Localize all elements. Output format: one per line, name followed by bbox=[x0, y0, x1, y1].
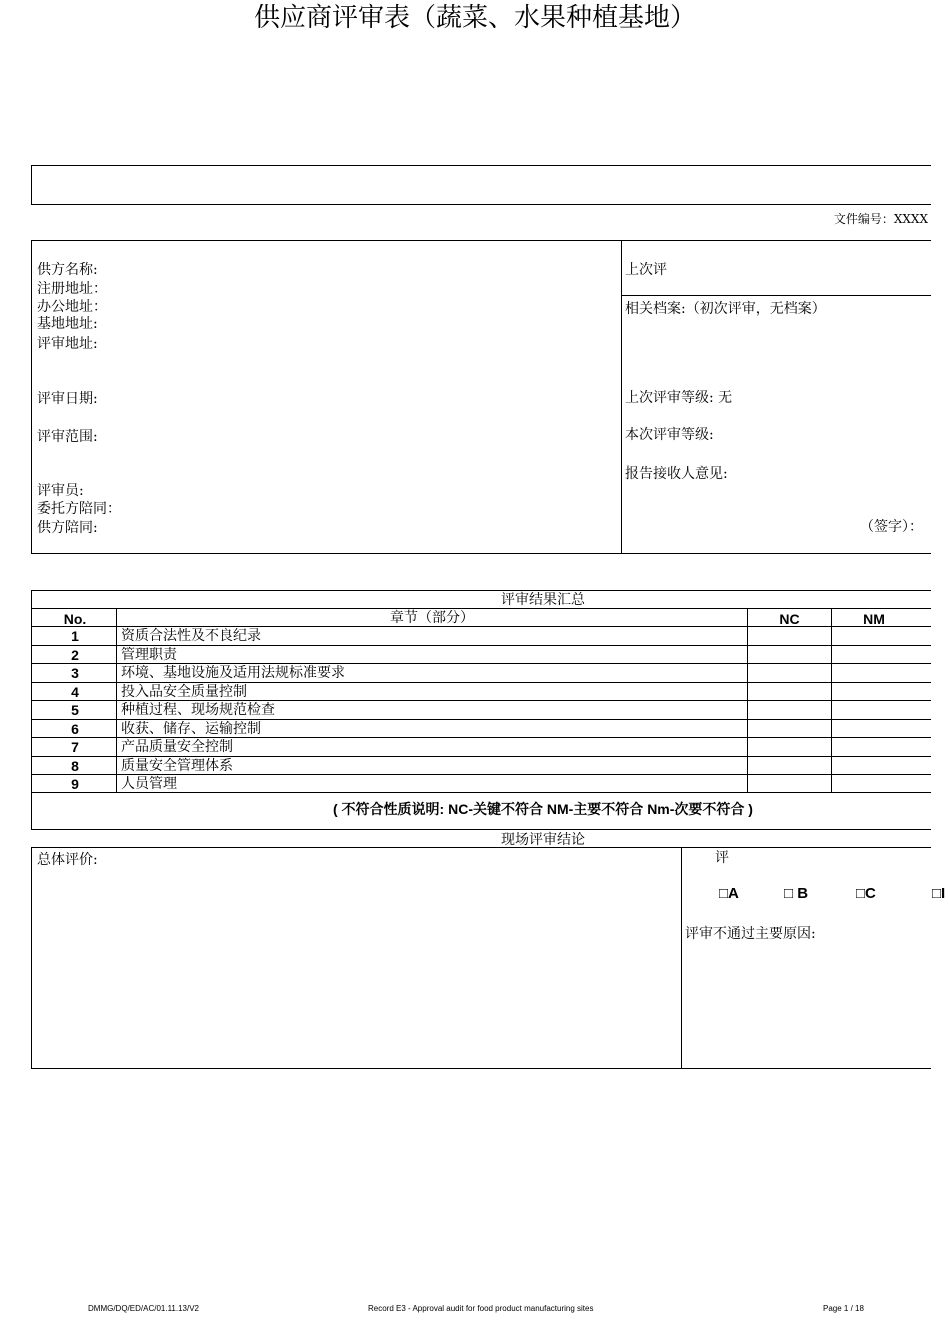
audit-scope-field: 评审范围: bbox=[37, 429, 98, 445]
info-section bbox=[31, 240, 931, 554]
row-number: 1 bbox=[71, 628, 79, 644]
page-title: 供应商评审表（蔬菜、水果种植基地） bbox=[253, 3, 696, 33]
supplier-escort-field: 供方陪同: bbox=[37, 520, 98, 536]
header-no: No. bbox=[63, 611, 87, 627]
row-number: 9 bbox=[71, 776, 79, 792]
title-frame bbox=[31, 165, 931, 205]
conclusion-section bbox=[31, 847, 931, 1069]
row-chapter: 收获、储存、运输控制 bbox=[121, 721, 261, 737]
info-divider bbox=[621, 240, 622, 554]
last-grade-field: 上次评审等级: 无 bbox=[625, 390, 733, 406]
signature-field: （签字）： bbox=[860, 519, 923, 535]
row-chapter: 产品质量安全控制 bbox=[121, 739, 233, 755]
header-nc: NC bbox=[779, 611, 800, 627]
office-address-field: 办公地址： bbox=[37, 299, 107, 315]
row-chapter: 人员管理 bbox=[121, 776, 177, 792]
row-chapter: 投入品安全质量控制 bbox=[121, 684, 247, 700]
last-audit-field: 上次评 bbox=[625, 262, 667, 278]
table-col-line bbox=[747, 608, 748, 792]
row-chapter: 资质合法性及不良纪录 bbox=[121, 628, 261, 644]
conclusion-divider bbox=[681, 847, 682, 1069]
supplier-name-field: 供方名称: bbox=[37, 262, 98, 278]
row-number: 8 bbox=[71, 758, 79, 774]
option-a-checkbox[interactable]: □A bbox=[719, 885, 739, 902]
document-number: 文件编号：XXXX bbox=[833, 212, 928, 226]
footer-doc-code: DMMG/DQ/ED/AC/01.11.13/V2 bbox=[88, 1304, 199, 1313]
base-address-field: 基地地址: bbox=[37, 316, 98, 332]
row-number: 7 bbox=[71, 739, 79, 755]
row-number: 5 bbox=[71, 702, 79, 718]
overall-evaluation-field: 总体评价: bbox=[37, 852, 98, 868]
row-number: 3 bbox=[71, 665, 79, 681]
table-col-line bbox=[831, 608, 832, 792]
row-number: 4 bbox=[71, 684, 79, 700]
footer-page-number: Page 1 / 18 bbox=[823, 1304, 864, 1313]
client-escort-field: 委托方陪同： bbox=[37, 501, 121, 517]
summary-title: 评审结果汇总 bbox=[501, 592, 585, 608]
fail-reason-field: 评审不通过主要原因: bbox=[685, 926, 816, 942]
receiver-opinion-field: 报告接收人意见: bbox=[625, 466, 728, 482]
option-b-checkbox[interactable]: □ B bbox=[784, 885, 809, 902]
related-files-field: 相关档案:（初次评审，无档案） bbox=[625, 301, 826, 317]
conclusion-title: 现场评审结论 bbox=[501, 832, 585, 848]
header-chapter: 章节（部分） bbox=[390, 610, 474, 626]
audit-date-field: 评审日期: bbox=[37, 391, 98, 407]
row-chapter: 环境、基地设施及适用法规标准要求 bbox=[121, 665, 345, 681]
row-number: 6 bbox=[71, 721, 79, 737]
registered-address-field: 注册地址： bbox=[37, 281, 107, 297]
rating-label: 评 bbox=[715, 850, 729, 866]
row-chapter: 质量安全管理体系 bbox=[121, 758, 233, 774]
row-chapter: 管理职责 bbox=[121, 647, 177, 663]
current-grade-field: 本次评审等级: bbox=[625, 427, 714, 443]
header-nm: NM bbox=[863, 611, 885, 627]
nonconformity-note: ( 不符合性质说明: NC-关键不符合 NM-主要不符合 Nm-次要不符合 ) bbox=[333, 801, 753, 817]
info-right-divider bbox=[621, 295, 931, 296]
option-c-checkbox[interactable]: □C bbox=[856, 885, 876, 902]
footer-record-title: Record E3 - Approval audit for food product manufacturing sites bbox=[368, 1304, 594, 1313]
option-d-checkbox[interactable]: □I bbox=[932, 885, 946, 902]
auditor-field: 评审员: bbox=[37, 483, 84, 499]
row-chapter: 种植过程、现场规范检查 bbox=[121, 702, 275, 718]
audit-address-field: 评审地址: bbox=[37, 336, 98, 352]
row-number: 2 bbox=[71, 647, 79, 663]
